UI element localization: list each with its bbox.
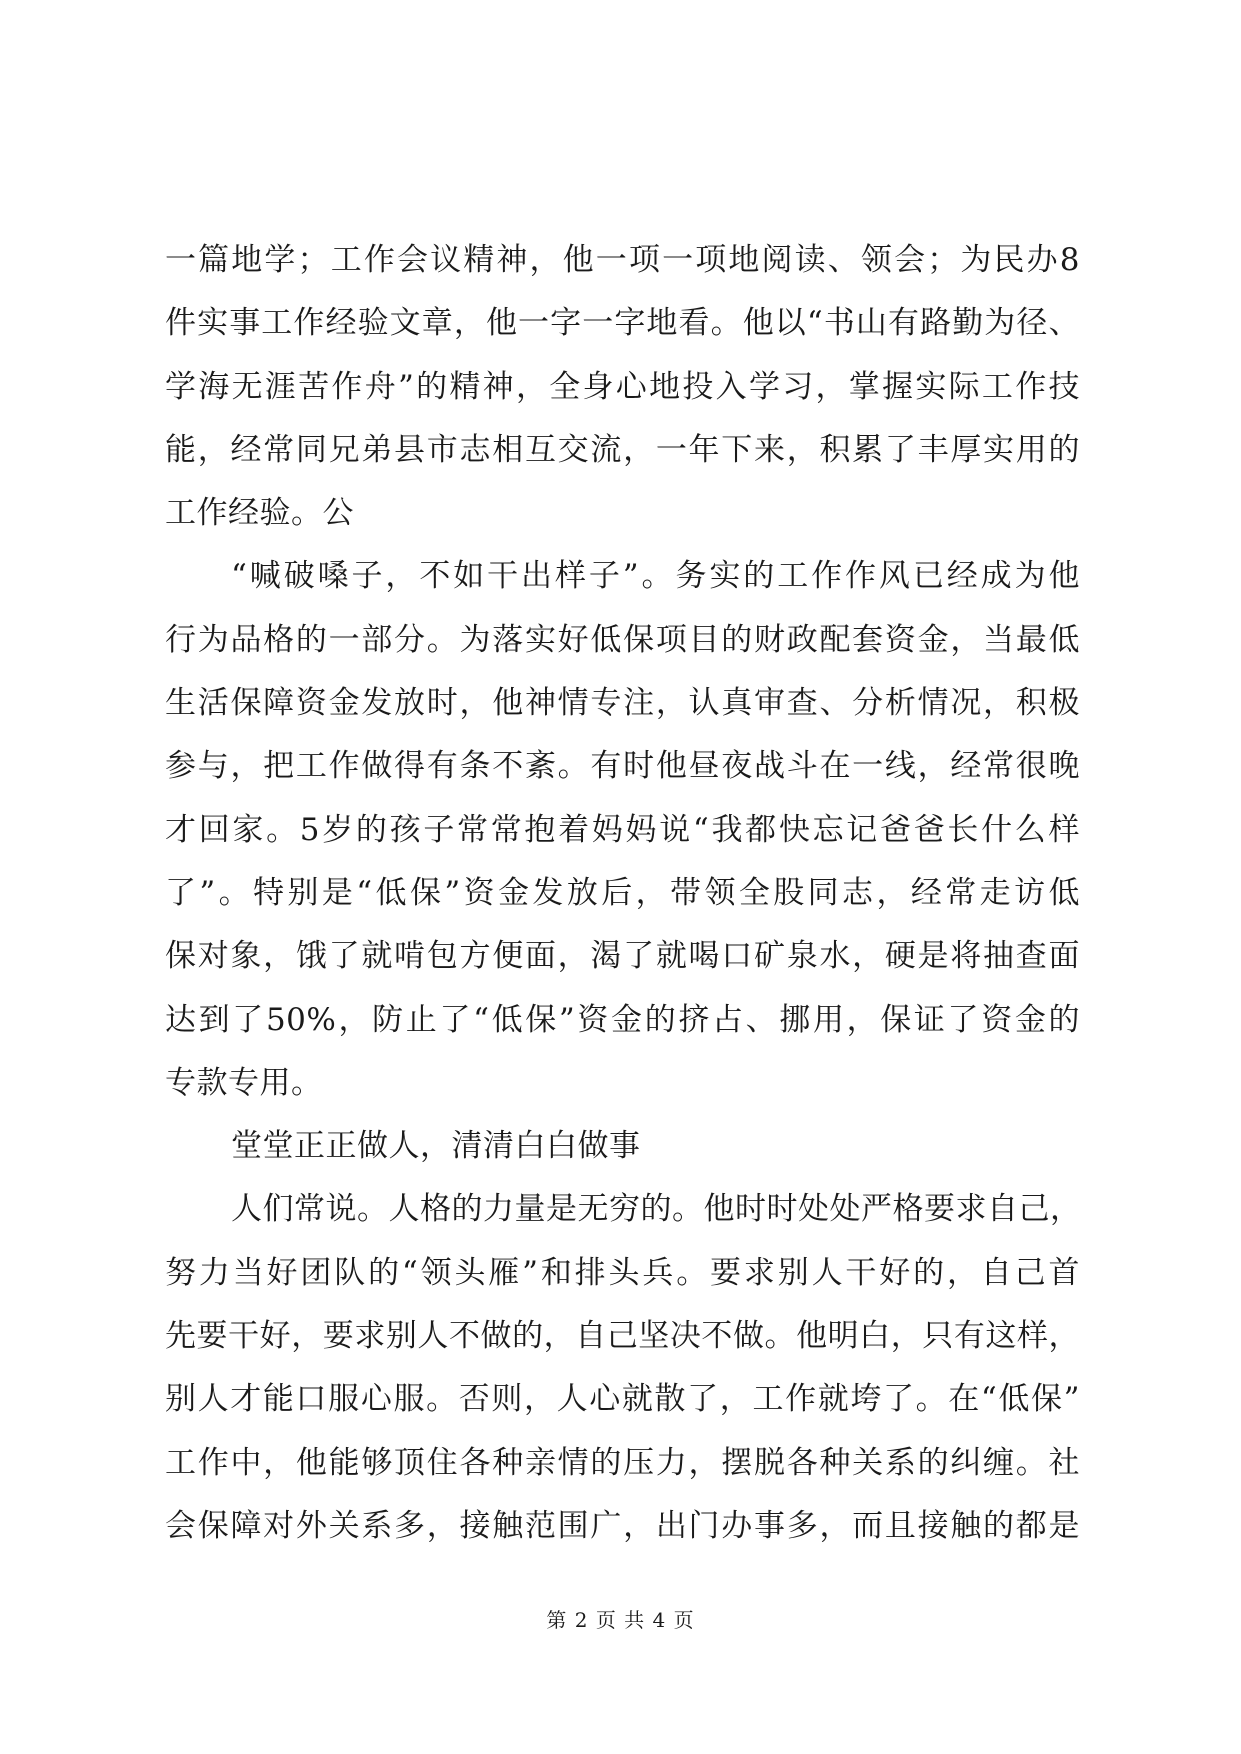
text-line: “喊破嗓子，不如干出样子”。务实的工作作风已经成为他 — [231, 558, 1080, 595]
text-line: 先要干好，要求别人不做的，自己坚决不做。他明白，只有这样， — [165, 1318, 1080, 1355]
text-line: 才回家。5岁的孩子常常抱着妈妈说“我都快忘记爸爸长什么样 — [165, 811, 1080, 848]
text-line: 工作中，他能够顶住各种亲情的压力，摆脱各种关系的纠缠。社 — [165, 1444, 1080, 1481]
text-line: 工作经验。公 — [165, 495, 354, 532]
text-line: 人们常说。人格的力量是无穷的。他时时处处严格要求自己， — [231, 1191, 1082, 1228]
body-text — [165, 229, 1080, 1558]
text-line: 专款专用。 — [165, 1064, 323, 1101]
text-line: 能，经常同兄弟县市志相互交流，一年下来，积累了丰厚实用的 — [165, 431, 1080, 468]
text-line: 行为品格的一部分。为落实好低保项目的财政配套资金，当最低 — [165, 621, 1080, 658]
text-line: 努力当好团队的“领头雁”和排头兵。要求别人干好的，自己首 — [165, 1254, 1080, 1291]
page-footer: 第 2 页 共 4 页 — [546, 1608, 695, 1632]
text-line: 一篇地学；工作会议精神，他一项一项地阅读、领会；为民办8 — [165, 242, 1080, 278]
text-line: 参与，把工作做得有条不紊。有时他昼夜战斗在一线，经常很晚 — [165, 748, 1080, 785]
text-line: 达到了50%，防止了“低保”资金的挤占、挪用，保证了资金的 — [165, 1001, 1080, 1038]
section-heading: 堂堂正正做人，清清白白做事 — [231, 1128, 641, 1165]
text-line: 会保障对外关系多，接触范围广，出门办事多，而且接触的都是 — [165, 1507, 1080, 1544]
text-line: 了”。特别是“低保”资金发放后，带领全股同志，经常走访低 — [165, 874, 1080, 911]
text-line: 别人才能口服心服。否则，人心就散了，工作就垮了。在“低保” — [165, 1381, 1080, 1418]
text-line: 件实事工作经验文章，他一字一字地看。他以“书山有路勤为径、 — [165, 305, 1080, 342]
text-line: 学海无涯苦作舟”的精神，全身心地投入学习，掌握实际工作技 — [165, 368, 1080, 405]
text-line: 保对象，饿了就啃包方便面，渴了就喝口矿泉水，硬是将抽查面 — [165, 938, 1080, 975]
text-line: 生活保障资金发放时，他神情专注，认真审查、分析情况，积极 — [165, 685, 1080, 722]
